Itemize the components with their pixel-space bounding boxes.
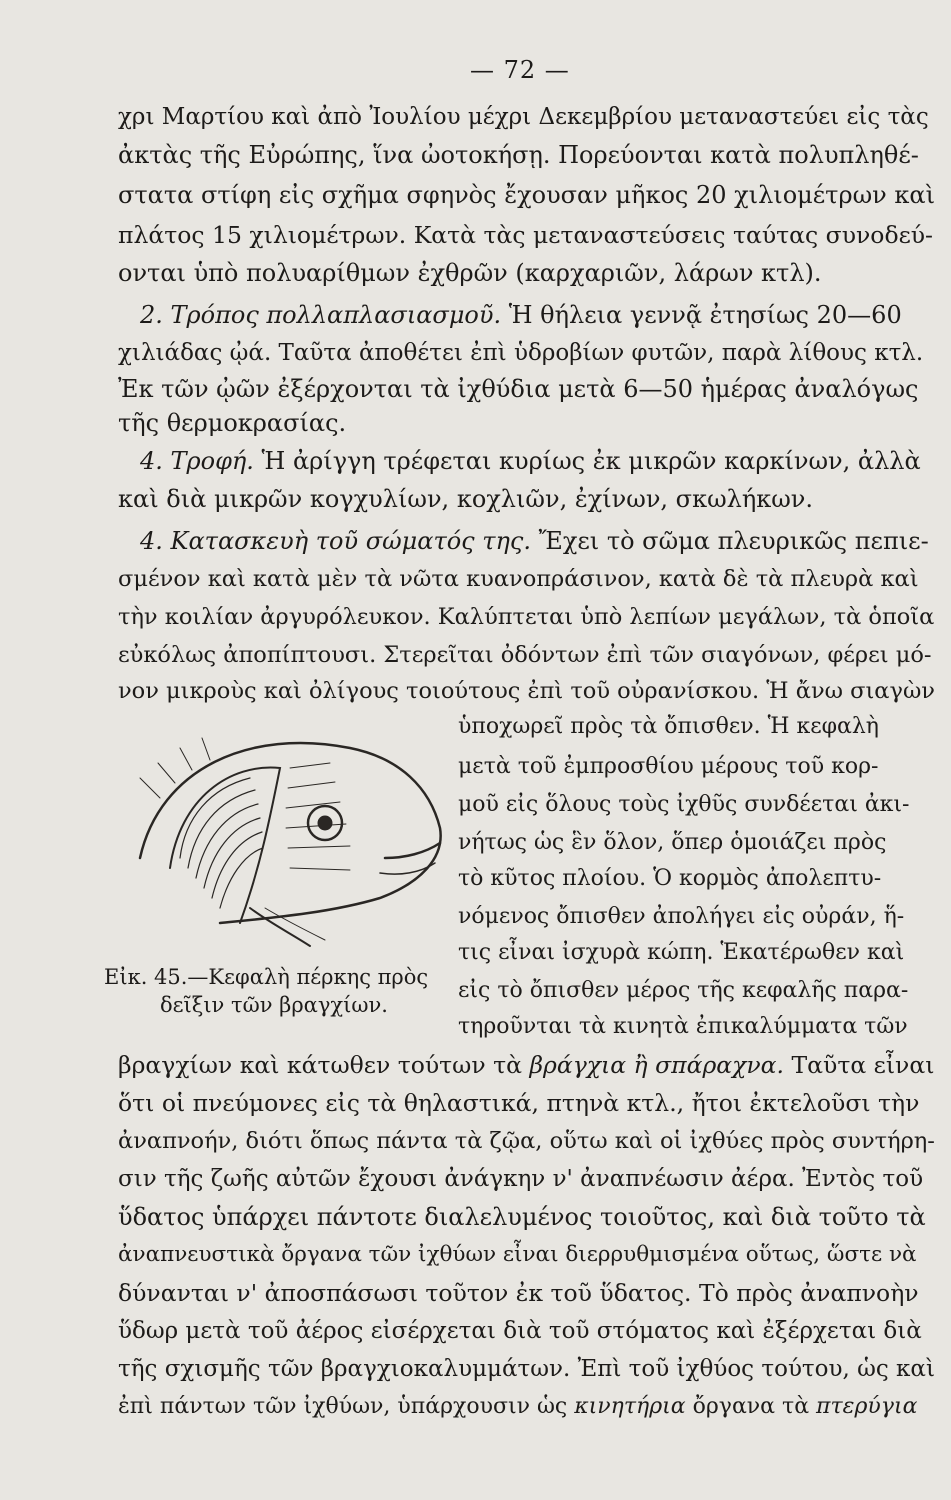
text-line: νόμενος ὄπισθεν ἀπολήγει εἰς οὐράν, ἥ- [458, 904, 905, 929]
section-heading: 4. Κατασκευὴ τοῦ σώματός της. [140, 527, 531, 555]
text-line: εἰς τὸ ὄπισθεν μέρος τῆς κεφαλῆς παρα- [458, 978, 909, 1003]
text-line: ὕδατος ὑπάρχει πάντοτε διαλελυμένος τοιοῦτος, καὶ διὰ τοῦτο τὰ [118, 1203, 926, 1231]
text-line: χιλιάδας ᾠά. Ταῦτα ἀποθέτει ἐπὶ ὑδροβίων φυτῶν, παρὰ λίθους κτλ. [118, 340, 924, 366]
text-line: τὸ κῦτος πλοίου. Ὁ κορμὸς ἀπολεπτυ- [458, 866, 882, 891]
section-2-first-line [140, 300, 902, 330]
text-line: τὴν κοιλίαν ἀργυρόλευκον. Καλύπτεται ὑπὸ λεπίων μεγάλων, τὰ ὁποῖα [118, 604, 935, 630]
term: κινητήρια [574, 1394, 686, 1419]
text-run: Ἡ θήλεια γεννᾷ ἐτησίως 20—60 [501, 301, 902, 329]
text-line: νον μικροὺς καὶ ὀλίγους τοιούτους ἐπὶ τοῦ οὐρανίσκου. Ἡ ἄνω σιαγὼν [118, 678, 935, 704]
text-line: τηροῦνται τὰ κινητὰ ἐπικαλύμματα τῶν [458, 1014, 908, 1039]
text-line: τῆς σχισμῆς τῶν βραγχιοκαλυμμάτων. Ἐπὶ τοῦ ἰχθύος τούτου, ὡς καὶ [118, 1356, 935, 1382]
text-line: μοῦ εἰς ὅλους τοὺς ἰχθῦς συνδέεται ἀκι- [458, 792, 910, 817]
text-line: ἀναπνευστικὰ ὄργανα τῶν ἰχθύων εἶναι διερρυθμισμένα οὕτως, ὥστε νὰ [118, 1242, 917, 1267]
text-line: χρι Μαρτίου καὶ ἀπὸ Ἰουλίου μέχρι Δεκεμβρίου μεταναστεύει εἰς τὰς [118, 104, 929, 130]
text-line: σμένον καὶ κατὰ μὲν τὰ νῶτα κυανοπράσινον, κατὰ δὲ τὰ πλευρὰ καὶ [118, 566, 919, 592]
text-line: εὐκόλως ἀποπίπτουσι. Στερεῖται ὀδόντων ἐπὶ τῶν σιαγόνων, φέρει μό- [118, 642, 932, 668]
text-run: ἐπὶ πάντων τῶν ἰχθύων, ὑπάρχουσιν ὡς [118, 1394, 575, 1419]
gills-line [118, 1050, 934, 1080]
text-line: ἀναπνοήν, διότι ὅπως πάντα τὰ ζῷα, οὕτω καὶ οἱ ἰχθύες πρὸς συντήρη- [118, 1128, 935, 1154]
text-line: στατα στίφη εἰς σχῆμα σφηνὸς ἔχουσαν μῆκος 20 χιλιομέτρων καὶ [118, 181, 935, 209]
text-run: ὄργανα τὰ [685, 1394, 817, 1419]
term: πτερύγια [816, 1394, 918, 1419]
section-heading: 2. Τρόπος πολλαπλασιασμοῦ. [140, 301, 502, 329]
text-line: δύνανται ν' ἀποσπάσωσι τοῦτον ἐκ τοῦ ὕδατος. Τὸ πρὸς ἀναπνοὴν [118, 1279, 919, 1307]
text-line: τῆς θερμοκρασίας. [118, 409, 347, 437]
text-run: Ταῦτα εἶναι [784, 1051, 935, 1079]
section-4-first-line [140, 526, 929, 556]
text-line: ὕδωρ μετὰ τοῦ ἀέρος εἰσέρχεται διὰ τοῦ στόματος καὶ ἐξέρχεται διὰ [118, 1318, 922, 1344]
text-line: ἀκτὰς τῆς Εὐρώπης, ἵνα ὠοτοκήσῃ. Πορεύονται κατὰ πολυπληθέ- [118, 141, 919, 169]
figure-caption: Εἰκ. 45.—Κεφαλὴ πέρκης πρὸς [104, 965, 429, 989]
text-line: μετὰ τοῦ ἐμπροσθίου μέρους τοῦ κορ- [458, 754, 879, 779]
text-line: καὶ διὰ μικρῶν κογχυλίων, κοχλιῶν, ἐχίνων, σκωλήκων. [118, 485, 814, 513]
section-heading: 4. Τροφή. [140, 447, 254, 475]
text-line: σιν τῆς ζωῆς αὐτῶν ἔχουσι ἀνάγκην ν' ἀναπνέωσιν ἀέρα. Ἐντὸς τοῦ [118, 1166, 924, 1192]
text-line: ὅτι οἱ πνεύμονες εἰς τὰ θηλαστικά, πτηνὰ κτλ., ἤτοι ἐκτελοῦσι τὴν [118, 1089, 920, 1117]
text-line: πλάτος 15 χιλιομέτρων. Κατὰ τὰς μεταναστεύσεις ταύτας συνοδεύ- [118, 221, 933, 249]
text-run: Ἔχει τὸ σῶμα πλευρικῶς πεπιε- [530, 527, 929, 555]
figure-caption: δεῖξιν τῶν βραγχίων. [160, 993, 388, 1017]
text-line: ὑποχωρεῖ πρὸς τὰ ὄπισθεν. Ἡ κεφαλὴ [458, 714, 879, 739]
section-3-first-line [140, 446, 921, 476]
last-line [118, 1392, 917, 1422]
text-line: ονται ὑπὸ πολυαρίθμων ἐχθρῶν (καρχαριῶν, λάρων κτλ). [118, 259, 822, 287]
gills-term: βράγχια ἢ σπάραχνα. [529, 1051, 785, 1079]
text-line: νήτως ὡς ἓν ὅλον, ὅπερ ὁμοιάζει πρὸς [458, 830, 887, 855]
text-line: τις εἶναι ἰσχυρὰ κώπη. Ἑκατέρωθεν καὶ [458, 940, 905, 965]
text-run: βραγχίων καὶ κάτωθεν τούτων τὰ [118, 1051, 530, 1079]
text-run: Ἡ ἀρίγγη τρέφεται κυρίως ἐκ μικρῶν καρκίνων, ἀλλὰ [253, 447, 921, 475]
page-number: — 72 — [470, 56, 570, 84]
text-line: Ἐκ τῶν ᾠῶν ἐξέρχονται τὰ ἰχθύδια μετὰ 6—50 ἡμέρας ἀναλόγως [118, 375, 919, 403]
perch-head-illustration [100, 708, 450, 948]
